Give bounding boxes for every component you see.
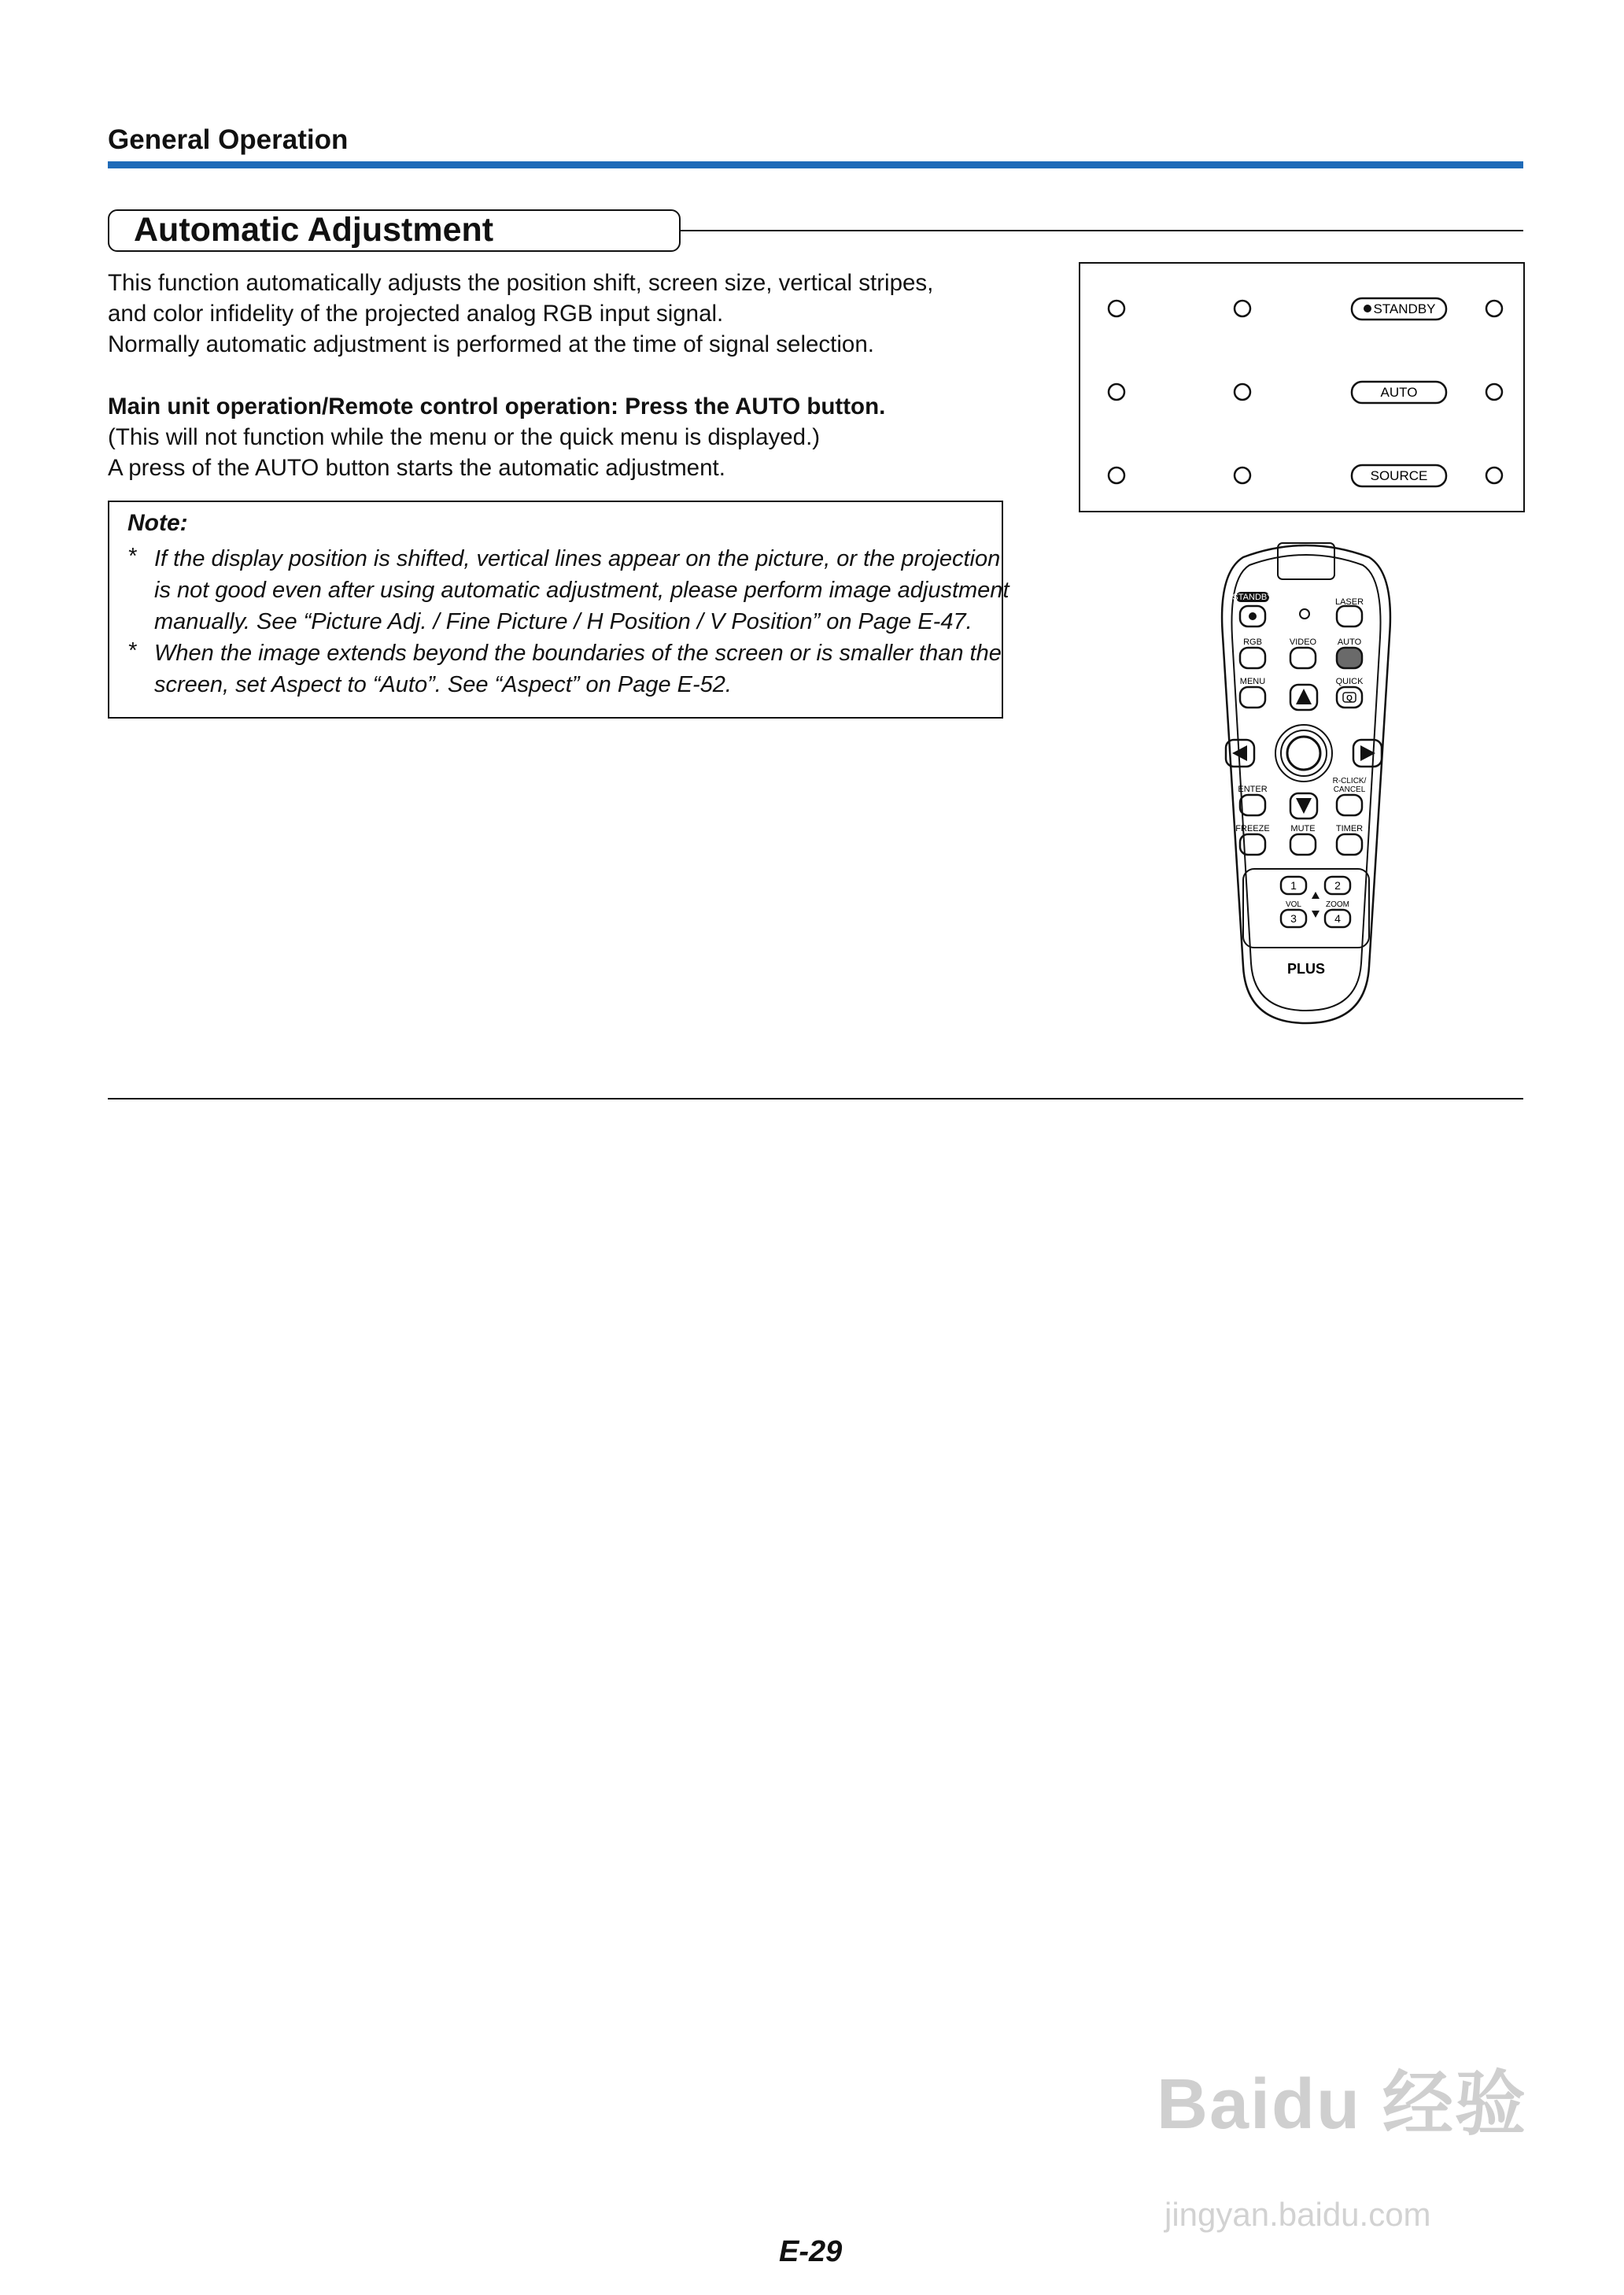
intro-line-2: and color infidelity of the projected analog RGB input signal. xyxy=(108,301,724,327)
remote-key-2-label: 2 xyxy=(1334,879,1341,892)
remote-vol-label: VOL xyxy=(1285,900,1302,909)
remote-brand-label: PLUS xyxy=(1286,961,1326,977)
remote-indicator-icon xyxy=(1300,609,1309,619)
remote-zoom-label: ZOOM xyxy=(1326,900,1349,909)
remote-key-1-label: 1 xyxy=(1290,879,1297,892)
remote-rclick-label-2: CANCEL xyxy=(1333,785,1366,794)
up-arrow-icon xyxy=(1296,689,1312,704)
note-item-1-line-2: is not good even after using automatic adjustment, please perform image adjustment xyxy=(154,578,1009,603)
panel-indicator-icon xyxy=(1109,301,1124,316)
note-item-2-line-2: screen, set Aspect to “Auto”. See “Aspect” on Page E-52. xyxy=(154,672,732,697)
remote-pad-ring xyxy=(1275,725,1332,782)
panel-standby-label: STANDBY xyxy=(1373,301,1436,316)
panel-indicator-icon xyxy=(1109,468,1124,483)
remote-timer-label: TIMER xyxy=(1335,824,1364,833)
remote-control xyxy=(1212,541,1401,1029)
down-arrow-icon xyxy=(1296,798,1312,814)
remote-quick-key: Q xyxy=(1346,694,1353,703)
remote-video-label: VIDEO xyxy=(1289,638,1317,647)
remote-key-4-label: 4 xyxy=(1334,912,1341,925)
panel-indicator-icon xyxy=(1109,384,1124,400)
remote-rclick-button xyxy=(1337,795,1362,815)
note-bullet: * xyxy=(127,638,137,663)
header-rule xyxy=(108,161,1523,168)
operation-line-1: (This will not function while the menu or the quick menu is displayed.) xyxy=(108,424,821,450)
remote-laser-button xyxy=(1337,606,1362,626)
remote-rgb-label: RGB xyxy=(1243,638,1262,647)
remote-key-3-label: 3 xyxy=(1290,912,1297,925)
watermark-url: jingyan.baidu.com xyxy=(1164,2196,1431,2233)
panel-indicator-icon xyxy=(1235,301,1250,316)
remote-pad-center xyxy=(1287,737,1320,770)
panel-indicator-icon xyxy=(1486,301,1502,316)
remote-auto-label: AUTO xyxy=(1337,638,1362,647)
vol-down-icon xyxy=(1312,911,1320,918)
remote-mute-button xyxy=(1290,834,1316,855)
remote-auto-button xyxy=(1337,648,1362,668)
note-bullet: * xyxy=(127,544,137,569)
content-bottom-rule xyxy=(108,1098,1523,1099)
page-number: E-29 xyxy=(779,2235,843,2268)
standby-dot-icon xyxy=(1364,305,1371,312)
main-unit-panel-drawing xyxy=(1080,264,1523,511)
remote-rclick-label-1: R-CLICK/ xyxy=(1332,777,1367,785)
intro-line-1: This function automatically adjusts the position shift, screen size, vertical stripes, xyxy=(108,270,934,296)
remote-mute-label: MUTE xyxy=(1290,824,1316,833)
note-item-2-line-1: When the image extends beyond the boundaries of the screen or is smaller than the xyxy=(154,641,1002,666)
panel-indicator-icon xyxy=(1486,384,1502,400)
remote-menu-label: MENU xyxy=(1239,677,1266,686)
section-title-rule xyxy=(681,230,1523,231)
remote-menu-button xyxy=(1240,687,1265,708)
panel-auto-label: AUTO xyxy=(1380,385,1418,400)
note-item-1-line-1: If the display position is shifted, vertical lines appear on the picture, or the projection xyxy=(154,546,1001,571)
panel-source-label: SOURCE xyxy=(1370,468,1428,483)
page-header-title: General Operation xyxy=(108,124,349,155)
remote-enter-button xyxy=(1240,795,1265,815)
remote-control-drawing xyxy=(1212,541,1401,1029)
note-item-1-line-3: manually. See “Picture Adj. / Fine Picture / H Position / V Position” on Page E-47. xyxy=(154,609,973,634)
panel-indicator-icon xyxy=(1235,384,1250,400)
panel-indicator-icon xyxy=(1486,468,1502,483)
operation-line-2: A press of the AUTO button starts the automatic adjustment. xyxy=(108,455,725,481)
panel-indicator-icon xyxy=(1235,468,1250,483)
remote-laser-label: LASER xyxy=(1334,597,1364,607)
remote-video-button xyxy=(1290,648,1316,668)
remote-timer-button xyxy=(1337,834,1362,855)
note-label: Note: xyxy=(127,510,188,536)
remote-standby-dot-icon xyxy=(1249,612,1257,620)
operation-heading: Main unit operation/Remote control operation: Press the AUTO button. xyxy=(108,394,886,419)
watermark-brand: Baidu 经验 xyxy=(1157,2065,1528,2144)
intro-line-3: Normally automatic adjustment is performed at the time of signal selection. xyxy=(108,331,874,357)
remote-freeze-label: FREEZE xyxy=(1235,824,1270,833)
remote-enter-label: ENTER xyxy=(1238,785,1268,794)
remote-emitter xyxy=(1278,543,1334,579)
remote-rgb-button xyxy=(1240,648,1265,668)
remote-quick-label: QUICK xyxy=(1335,677,1364,686)
section-title: Automatic Adjustment xyxy=(134,211,494,249)
remote-standby-label: STANDBY xyxy=(1232,593,1273,602)
vol-up-icon xyxy=(1312,892,1320,899)
main-unit-panel xyxy=(1079,262,1525,512)
